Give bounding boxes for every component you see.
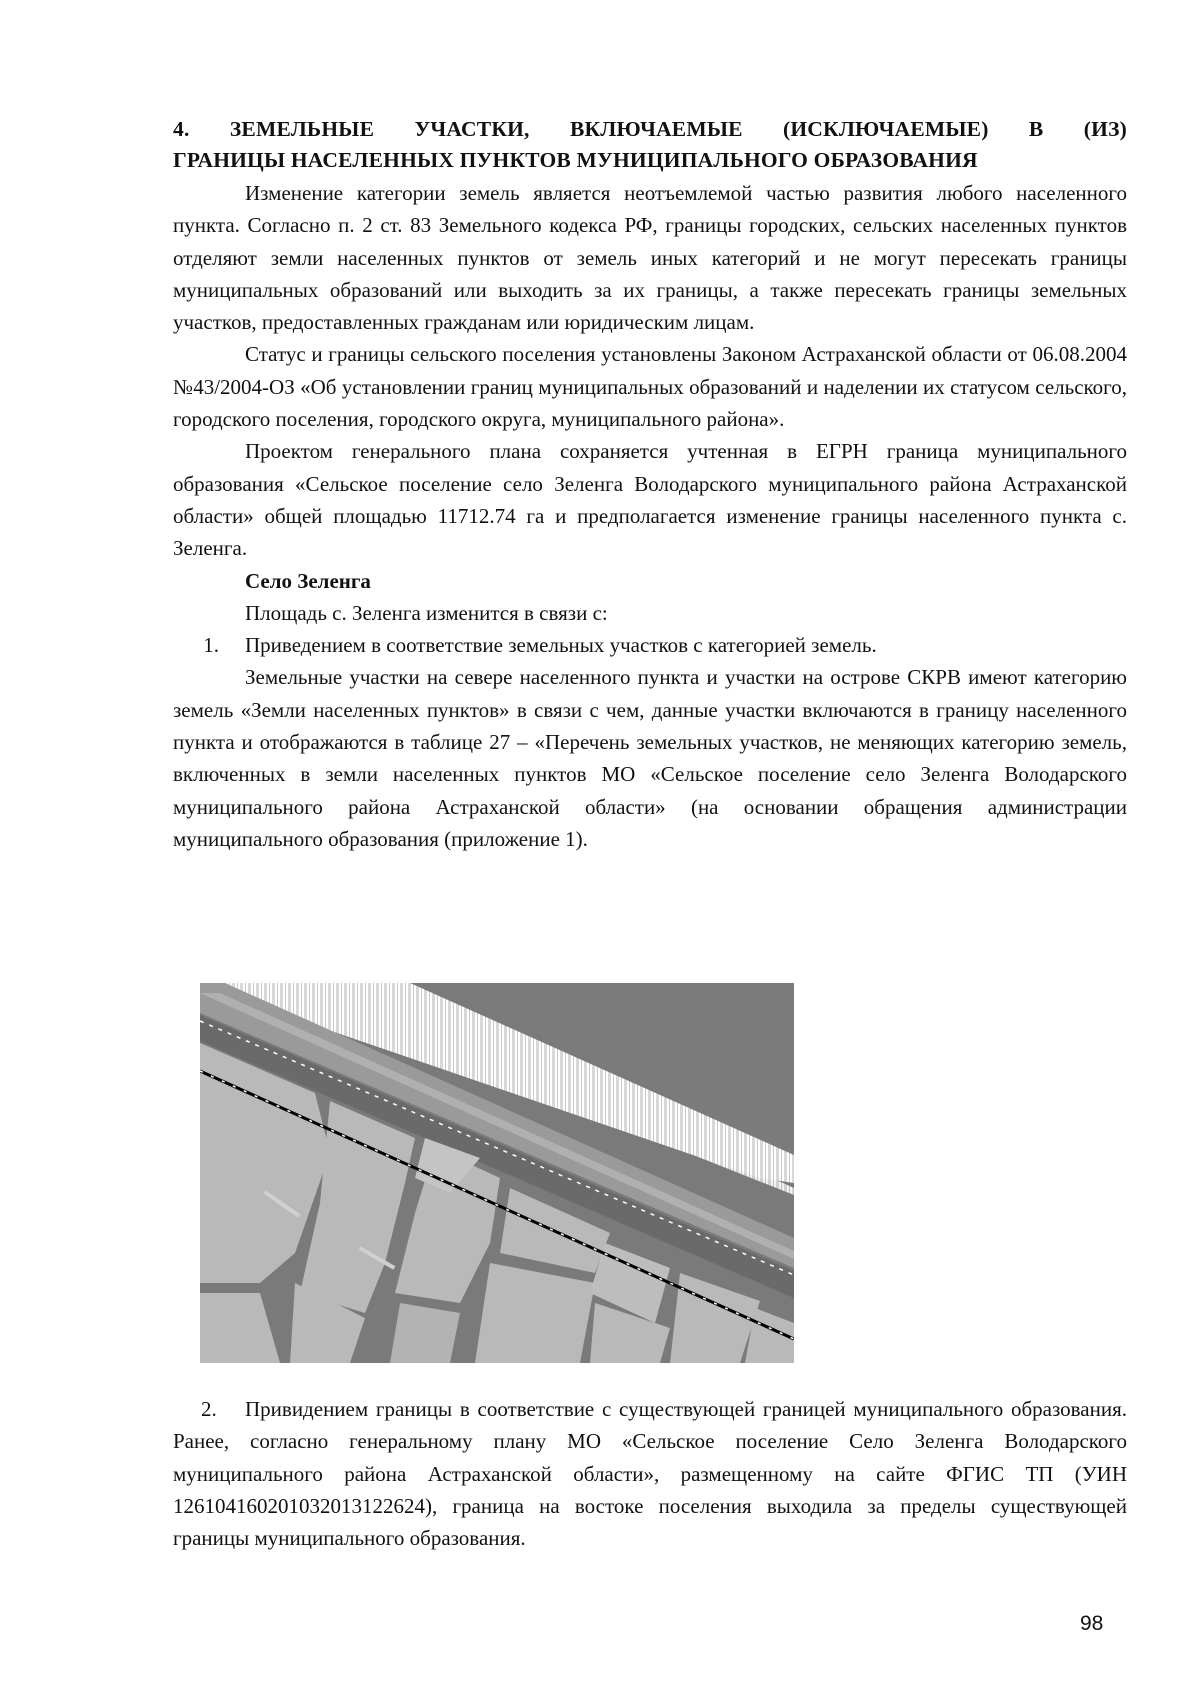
paragraph-2: Статус и границы сельского поселения установлены Законом Астраханской области от 06.08.2004 №43/2004-ОЗ «Об установлении границ муниципальных образований и наделении их статусом сельского, городского поселения, городского округа, муниципального района».: [173, 342, 1127, 432]
document-body: [173, 114, 1127, 855]
subheading-selo-zelenga: Село Зеленга: [245, 568, 371, 593]
paragraph-4: Площадь с. Зеленга изменится в связи с:: [245, 600, 608, 625]
list-item-2-text: Привидением границы в соответствие с существующей границей муниципального образования. Ранее, согласно генеральному плану МО «Сельское поселение Село Зеленга Володарского муниципального района Астраханской области», размещенному на сайте ФГИС ТП (УИН 126104160201032013122624), граница на востоке поселения выходила за пределы существующей границы муниципального образования.: [173, 1397, 1127, 1551]
parcel: [390, 1303, 460, 1363]
paragraph-3: Проектом генерального плана сохраняется учтенная в ЕГРН граница муниципального образования «Сельское поселение село Зеленга Володарского муниципального района Астраханской области» общей площадью 11712.74 га и предполагается изменение границы населенного пункта с. Зеленга.: [173, 439, 1127, 561]
list-item-1-number: 1.: [203, 633, 219, 658]
paragraph-1: Изменение категории земель является неотъемлемой частью развития любого населенного пункта. Согласно п. 2 ст. 83 Земельного кодекса РФ, границы городских, сельских населенных пунктов отделяют земли населенных пунктов от земель иных категорий и не могут пересекать границы муниципальных образований или выходить за их границы, а также пересекать границы земельных участков, предоставленных гражданам или юридическим лицам.: [173, 181, 1127, 335]
list-item-2: [173, 1393, 1127, 1554]
heading-line-1: 4. ЗЕМЕЛЬНЫЕ УЧАСТКИ, ВКЛЮЧАЕМЫЕ (ИСКЛЮЧАЕМЫЕ) В (ИЗ): [173, 117, 1127, 141]
paragraph-5: Земельные участки на севере населенного пункта и участки на острове СКРВ имеют категорию земель «Земли населенных пунктов» в связи с чем, данные участки включаются в границу населенного пункта и отображаются в таблице 27 – «Перечень земельных участков, не меняющих категорию земель, включенных в земли населенных пунктов МО «Сельское поселение село Зеленга Володарского муниципального района Астраханской области» (на основании обращения администрации муниципального образования (приложение 1).: [173, 665, 1127, 851]
list-item-1-text: Приведением в соответствие земельных участков с категорией земель.: [245, 633, 877, 658]
list-item-1: [173, 629, 1127, 661]
page-number: 98: [1080, 1612, 1104, 1635]
heading-line-2: ГРАНИЦЫ НАСЕЛЕННЫХ ПУНКТОВ МУНИЦИПАЛЬНОГО ОБРАЗОВАНИЯ: [173, 148, 978, 172]
parcel-map-image: [200, 983, 794, 1363]
list-item-2-number: 2.: [201, 1397, 217, 1421]
section-heading: [173, 114, 1127, 176]
